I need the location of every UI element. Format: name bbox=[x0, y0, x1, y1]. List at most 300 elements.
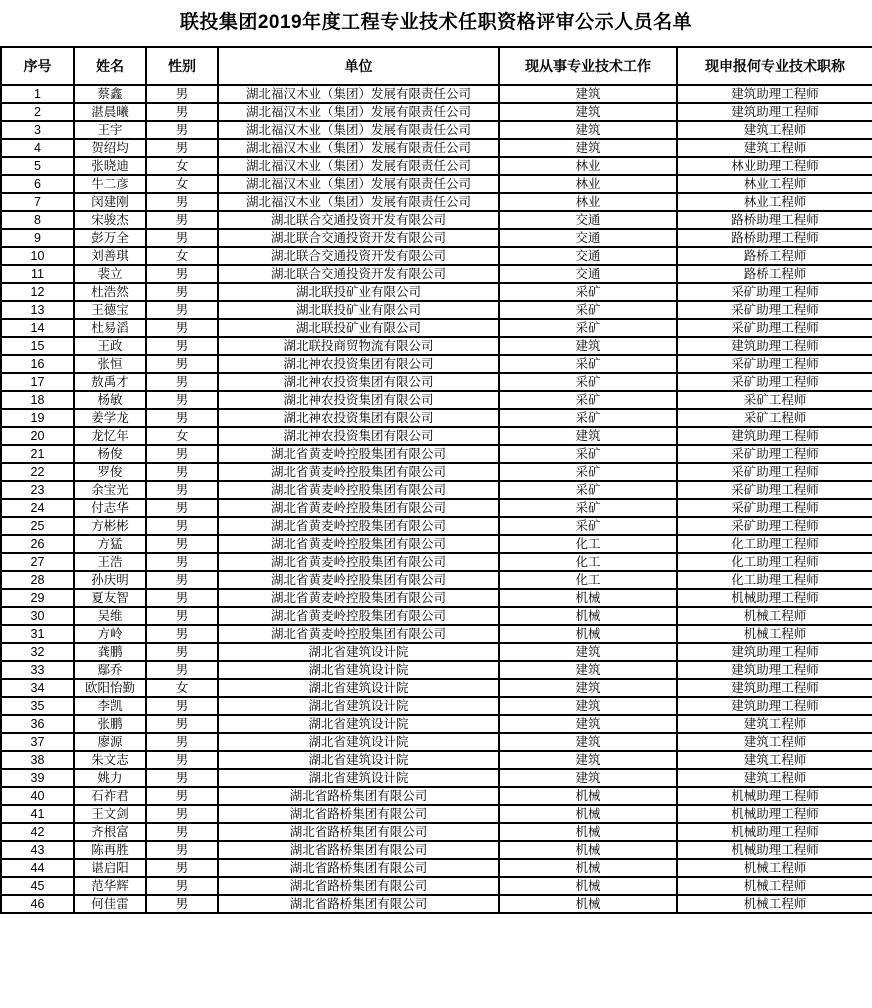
table-row bbox=[1, 247, 872, 265]
cell-gender: 男 bbox=[146, 553, 218, 571]
table-row bbox=[1, 193, 872, 211]
cell-gender: 男 bbox=[146, 229, 218, 247]
cell-applied-title: 采矿助理工程师 bbox=[677, 319, 872, 337]
cell-unit: 湖北省黄麦岭控股集团有限公司 bbox=[218, 499, 499, 517]
cell-unit: 湖北联合交通投资开发有限公司 bbox=[218, 211, 499, 229]
cell-index: 17 bbox=[1, 373, 74, 391]
cell-name: 谌启阳 bbox=[74, 859, 146, 877]
cell-current-work: 化工 bbox=[499, 553, 677, 571]
cell-name: 张鹏 bbox=[74, 715, 146, 733]
table-row bbox=[1, 103, 872, 121]
cell-current-work: 建筑 bbox=[499, 337, 677, 355]
cell-index: 11 bbox=[1, 265, 74, 283]
cell-gender: 男 bbox=[146, 769, 218, 787]
cell-unit: 湖北省黄麦岭控股集团有限公司 bbox=[218, 463, 499, 481]
table-row bbox=[1, 373, 872, 391]
cell-applied-title: 建筑助理工程师 bbox=[677, 427, 872, 445]
cell-gender: 女 bbox=[146, 427, 218, 445]
cell-gender: 男 bbox=[146, 139, 218, 157]
cell-current-work: 机械 bbox=[499, 895, 677, 913]
cell-name: 龙忆年 bbox=[74, 427, 146, 445]
cell-index: 37 bbox=[1, 733, 74, 751]
cell-index: 29 bbox=[1, 589, 74, 607]
cell-unit: 湖北省路桥集团有限公司 bbox=[218, 841, 499, 859]
cell-applied-title: 建筑助理工程师 bbox=[677, 643, 872, 661]
cell-unit: 湖北省路桥集团有限公司 bbox=[218, 823, 499, 841]
cell-index: 27 bbox=[1, 553, 74, 571]
table-row bbox=[1, 319, 872, 337]
cell-unit: 湖北神农投资集团有限公司 bbox=[218, 409, 499, 427]
cell-applied-title: 建筑工程师 bbox=[677, 751, 872, 769]
cell-index: 26 bbox=[1, 535, 74, 553]
cell-gender: 男 bbox=[146, 499, 218, 517]
cell-index: 46 bbox=[1, 895, 74, 913]
cell-current-work: 采矿 bbox=[499, 499, 677, 517]
cell-current-work: 采矿 bbox=[499, 373, 677, 391]
cell-current-work: 机械 bbox=[499, 625, 677, 643]
table-row bbox=[1, 157, 872, 175]
cell-applied-title: 采矿助理工程师 bbox=[677, 355, 872, 373]
cell-applied-title: 采矿助理工程师 bbox=[677, 301, 872, 319]
cell-index: 40 bbox=[1, 787, 74, 805]
cell-index: 9 bbox=[1, 229, 74, 247]
cell-name: 陈再胜 bbox=[74, 841, 146, 859]
cell-gender: 男 bbox=[146, 463, 218, 481]
cell-current-work: 建筑 bbox=[499, 103, 677, 121]
cell-name: 杜易滔 bbox=[74, 319, 146, 337]
page-title: 联投集团2019年度工程专业技术任职资格评审公示人员名单 bbox=[179, 12, 693, 33]
cell-gender: 男 bbox=[146, 211, 218, 229]
cell-index: 45 bbox=[1, 877, 74, 895]
cell-index: 2 bbox=[1, 103, 74, 121]
cell-applied-title: 采矿助理工程师 bbox=[677, 283, 872, 301]
cell-name: 敖禹才 bbox=[74, 373, 146, 391]
cell-current-work: 化工 bbox=[499, 535, 677, 553]
cell-current-work: 建筑 bbox=[499, 733, 677, 751]
table-row bbox=[1, 499, 872, 517]
cell-unit: 湖北省黄麦岭控股集团有限公司 bbox=[218, 589, 499, 607]
cell-applied-title: 机械工程师 bbox=[677, 607, 872, 625]
cell-gender: 男 bbox=[146, 283, 218, 301]
cell-applied-title: 机械工程师 bbox=[677, 895, 872, 913]
cell-applied-title: 建筑工程师 bbox=[677, 769, 872, 787]
cell-index: 19 bbox=[1, 409, 74, 427]
cell-applied-title: 建筑助理工程师 bbox=[677, 679, 872, 697]
cell-applied-title: 机械助理工程师 bbox=[677, 841, 872, 859]
cell-current-work: 建筑 bbox=[499, 643, 677, 661]
cell-applied-title: 路桥工程师 bbox=[677, 247, 872, 265]
cell-current-work: 建筑 bbox=[499, 751, 677, 769]
cell-gender: 男 bbox=[146, 319, 218, 337]
cell-unit: 湖北省建筑设计院 bbox=[218, 715, 499, 733]
table-row bbox=[1, 481, 872, 499]
table-row bbox=[1, 697, 872, 715]
cell-index: 39 bbox=[1, 769, 74, 787]
cell-gender: 男 bbox=[146, 445, 218, 463]
cell-index: 24 bbox=[1, 499, 74, 517]
cell-name: 范华辉 bbox=[74, 877, 146, 895]
cell-unit: 湖北省建筑设计院 bbox=[218, 661, 499, 679]
cell-name: 齐根富 bbox=[74, 823, 146, 841]
cell-name: 罗俊 bbox=[74, 463, 146, 481]
cell-index: 33 bbox=[1, 661, 74, 679]
cell-current-work: 机械 bbox=[499, 823, 677, 841]
table-row bbox=[1, 553, 872, 571]
cell-gender: 男 bbox=[146, 715, 218, 733]
cell-unit: 湖北省黄麦岭控股集团有限公司 bbox=[218, 553, 499, 571]
cell-name: 彭万全 bbox=[74, 229, 146, 247]
cell-name: 余宝光 bbox=[74, 481, 146, 499]
cell-name: 欧阳怡勤 bbox=[74, 679, 146, 697]
cell-index: 16 bbox=[1, 355, 74, 373]
cell-name: 孙庆明 bbox=[74, 571, 146, 589]
cell-index: 4 bbox=[1, 139, 74, 157]
cell-gender: 男 bbox=[146, 697, 218, 715]
table-row bbox=[1, 265, 872, 283]
column-header-cell-gender: 性别 bbox=[146, 47, 218, 85]
cell-gender: 男 bbox=[146, 373, 218, 391]
cell-name: 张晓迪 bbox=[74, 157, 146, 175]
cell-current-work: 交通 bbox=[499, 229, 677, 247]
cell-index: 38 bbox=[1, 751, 74, 769]
table-row bbox=[1, 769, 872, 787]
cell-gender: 男 bbox=[146, 571, 218, 589]
cell-current-work: 采矿 bbox=[499, 283, 677, 301]
cell-gender: 男 bbox=[146, 643, 218, 661]
cell-name: 吴维 bbox=[74, 607, 146, 625]
table-row bbox=[1, 175, 872, 193]
cell-name: 贺绍均 bbox=[74, 139, 146, 157]
table-row bbox=[1, 283, 872, 301]
table-row bbox=[1, 877, 872, 895]
cell-current-work: 建筑 bbox=[499, 715, 677, 733]
cell-gender: 男 bbox=[146, 661, 218, 679]
cell-gender: 男 bbox=[146, 841, 218, 859]
column-header-cell-unit: 单位 bbox=[218, 47, 499, 85]
cell-current-work: 建筑 bbox=[499, 679, 677, 697]
table-row bbox=[1, 787, 872, 805]
cell-name: 张恒 bbox=[74, 355, 146, 373]
cell-applied-title: 建筑工程师 bbox=[677, 733, 872, 751]
cell-current-work: 采矿 bbox=[499, 481, 677, 499]
cell-index: 1 bbox=[1, 85, 74, 103]
cell-name: 付志华 bbox=[74, 499, 146, 517]
cell-applied-title: 采矿助理工程师 bbox=[677, 517, 872, 535]
cell-index: 30 bbox=[1, 607, 74, 625]
cell-current-work: 采矿 bbox=[499, 517, 677, 535]
cell-gender: 男 bbox=[146, 823, 218, 841]
cell-unit: 湖北省黄麦岭控股集团有限公司 bbox=[218, 445, 499, 463]
cell-gender: 男 bbox=[146, 589, 218, 607]
cell-applied-title: 采矿工程师 bbox=[677, 409, 872, 427]
cell-name: 何佳雷 bbox=[74, 895, 146, 913]
cell-gender: 男 bbox=[146, 85, 218, 103]
cell-applied-title: 建筑工程师 bbox=[677, 121, 872, 139]
cell-name: 杨敏 bbox=[74, 391, 146, 409]
cell-unit: 湖北神农投资集团有限公司 bbox=[218, 391, 499, 409]
cell-current-work: 机械 bbox=[499, 877, 677, 895]
cell-current-work: 机械 bbox=[499, 859, 677, 877]
table-row bbox=[1, 625, 872, 643]
table-row bbox=[1, 589, 872, 607]
cell-unit: 湖北省建筑设计院 bbox=[218, 679, 499, 697]
table-row bbox=[1, 427, 872, 445]
cell-name: 朱文志 bbox=[74, 751, 146, 769]
cell-current-work: 建筑 bbox=[499, 139, 677, 157]
cell-applied-title: 采矿助理工程师 bbox=[677, 463, 872, 481]
cell-unit: 湖北联投矿业有限公司 bbox=[218, 319, 499, 337]
cell-index: 7 bbox=[1, 193, 74, 211]
cell-applied-title: 路桥助理工程师 bbox=[677, 229, 872, 247]
cell-applied-title: 采矿工程师 bbox=[677, 391, 872, 409]
cell-gender: 男 bbox=[146, 193, 218, 211]
cell-index: 35 bbox=[1, 697, 74, 715]
cell-current-work: 化工 bbox=[499, 571, 677, 589]
cell-index: 20 bbox=[1, 427, 74, 445]
cell-index: 22 bbox=[1, 463, 74, 481]
table-row bbox=[1, 445, 872, 463]
table-row bbox=[1, 409, 872, 427]
cell-applied-title: 路桥助理工程师 bbox=[677, 211, 872, 229]
cell-unit: 湖北省建筑设计院 bbox=[218, 643, 499, 661]
cell-current-work: 采矿 bbox=[499, 391, 677, 409]
cell-gender: 女 bbox=[146, 157, 218, 175]
cell-current-work: 采矿 bbox=[499, 301, 677, 319]
cell-gender: 男 bbox=[146, 481, 218, 499]
cell-index: 8 bbox=[1, 211, 74, 229]
cell-name: 石祚君 bbox=[74, 787, 146, 805]
cell-current-work: 采矿 bbox=[499, 355, 677, 373]
cell-index: 10 bbox=[1, 247, 74, 265]
column-header-cell-name: 姓名 bbox=[74, 47, 146, 85]
cell-index: 36 bbox=[1, 715, 74, 733]
cell-index: 25 bbox=[1, 517, 74, 535]
cell-unit: 湖北省建筑设计院 bbox=[218, 751, 499, 769]
cell-index: 21 bbox=[1, 445, 74, 463]
cell-unit: 湖北省路桥集团有限公司 bbox=[218, 859, 499, 877]
cell-name: 鄢乔 bbox=[74, 661, 146, 679]
cell-applied-title: 林业助理工程师 bbox=[677, 157, 872, 175]
cell-gender: 男 bbox=[146, 787, 218, 805]
cell-name: 夏友智 bbox=[74, 589, 146, 607]
table-row bbox=[1, 301, 872, 319]
cell-index: 18 bbox=[1, 391, 74, 409]
cell-current-work: 机械 bbox=[499, 841, 677, 859]
cell-gender: 男 bbox=[146, 751, 218, 769]
cell-unit: 湖北联投矿业有限公司 bbox=[218, 283, 499, 301]
cell-name: 王政 bbox=[74, 337, 146, 355]
cell-unit: 湖北省建筑设计院 bbox=[218, 733, 499, 751]
cell-applied-title: 林业工程师 bbox=[677, 193, 872, 211]
cell-current-work: 采矿 bbox=[499, 409, 677, 427]
table-row bbox=[1, 841, 872, 859]
cell-current-work: 交通 bbox=[499, 247, 677, 265]
cell-applied-title: 林业工程师 bbox=[677, 175, 872, 193]
cell-unit: 湖北联合交通投资开发有限公司 bbox=[218, 247, 499, 265]
cell-name: 闵建刚 bbox=[74, 193, 146, 211]
cell-applied-title: 路桥工程师 bbox=[677, 265, 872, 283]
column-header-cell-current-work: 现从事专业技术工作 bbox=[499, 47, 677, 85]
cell-current-work: 建筑 bbox=[499, 121, 677, 139]
cell-gender: 男 bbox=[146, 301, 218, 319]
cell-gender: 男 bbox=[146, 607, 218, 625]
cell-unit: 湖北神农投资集团有限公司 bbox=[218, 355, 499, 373]
cell-current-work: 建筑 bbox=[499, 697, 677, 715]
cell-applied-title: 建筑工程师 bbox=[677, 139, 872, 157]
cell-name: 宋骏杰 bbox=[74, 211, 146, 229]
cell-name: 李凯 bbox=[74, 697, 146, 715]
cell-current-work: 机械 bbox=[499, 589, 677, 607]
cell-applied-title: 建筑助理工程师 bbox=[677, 103, 872, 121]
cell-unit: 湖北福汉木业（集团）发展有限责任公司 bbox=[218, 139, 499, 157]
cell-applied-title: 机械工程师 bbox=[677, 859, 872, 877]
cell-gender: 男 bbox=[146, 805, 218, 823]
cell-gender: 男 bbox=[146, 391, 218, 409]
table-row bbox=[1, 607, 872, 625]
table-row bbox=[1, 805, 872, 823]
cell-unit: 湖北福汉木业（集团）发展有限责任公司 bbox=[218, 175, 499, 193]
cell-applied-title: 机械助理工程师 bbox=[677, 823, 872, 841]
table-row bbox=[1, 643, 872, 661]
cell-name: 王浩 bbox=[74, 553, 146, 571]
cell-current-work: 采矿 bbox=[499, 463, 677, 481]
cell-name: 牛二彦 bbox=[74, 175, 146, 193]
cell-name: 杜浩然 bbox=[74, 283, 146, 301]
cell-current-work: 采矿 bbox=[499, 445, 677, 463]
cell-current-work: 林业 bbox=[499, 175, 677, 193]
cell-name: 王宇 bbox=[74, 121, 146, 139]
cell-applied-title: 机械工程师 bbox=[677, 625, 872, 643]
table-row bbox=[1, 85, 872, 103]
cell-applied-title: 采矿助理工程师 bbox=[677, 373, 872, 391]
cell-unit: 湖北福汉木业（集团）发展有限责任公司 bbox=[218, 121, 499, 139]
cell-gender: 男 bbox=[146, 535, 218, 553]
cell-index: 6 bbox=[1, 175, 74, 193]
cell-index: 44 bbox=[1, 859, 74, 877]
cell-gender: 女 bbox=[146, 679, 218, 697]
cell-current-work: 交通 bbox=[499, 265, 677, 283]
cell-unit: 湖北省路桥集团有限公司 bbox=[218, 877, 499, 895]
table-row bbox=[1, 391, 872, 409]
cell-name: 龚鹏 bbox=[74, 643, 146, 661]
cell-index: 28 bbox=[1, 571, 74, 589]
personnel-table bbox=[0, 46, 872, 914]
cell-index: 41 bbox=[1, 805, 74, 823]
cell-name: 廖源 bbox=[74, 733, 146, 751]
cell-unit: 湖北省路桥集团有限公司 bbox=[218, 895, 499, 913]
cell-current-work: 机械 bbox=[499, 787, 677, 805]
cell-applied-title: 化工助理工程师 bbox=[677, 535, 872, 553]
cell-gender: 男 bbox=[146, 625, 218, 643]
cell-index: 31 bbox=[1, 625, 74, 643]
cell-gender: 男 bbox=[146, 337, 218, 355]
cell-gender: 女 bbox=[146, 175, 218, 193]
table-row bbox=[1, 139, 872, 157]
cell-name: 刘善琪 bbox=[74, 247, 146, 265]
table-row bbox=[1, 355, 872, 373]
cell-unit: 湖北神农投资集团有限公司 bbox=[218, 373, 499, 391]
table-row bbox=[1, 229, 872, 247]
cell-index: 3 bbox=[1, 121, 74, 139]
cell-gender: 男 bbox=[146, 733, 218, 751]
cell-name: 方猛 bbox=[74, 535, 146, 553]
table-row bbox=[1, 679, 872, 697]
cell-name: 姚力 bbox=[74, 769, 146, 787]
table-row bbox=[1, 859, 872, 877]
cell-index: 42 bbox=[1, 823, 74, 841]
cell-index: 32 bbox=[1, 643, 74, 661]
cell-gender: 男 bbox=[146, 517, 218, 535]
cell-unit: 湖北省黄麦岭控股集团有限公司 bbox=[218, 517, 499, 535]
cell-current-work: 林业 bbox=[499, 193, 677, 211]
cell-applied-title: 机械助理工程师 bbox=[677, 805, 872, 823]
cell-unit: 湖北省黄麦岭控股集团有限公司 bbox=[218, 571, 499, 589]
cell-unit: 湖北福汉木业（集团）发展有限责任公司 bbox=[218, 157, 499, 175]
cell-current-work: 采矿 bbox=[499, 319, 677, 337]
cell-unit: 湖北联合交通投资开发有限公司 bbox=[218, 265, 499, 283]
cell-name: 湛晨曦 bbox=[74, 103, 146, 121]
cell-index: 14 bbox=[1, 319, 74, 337]
cell-index: 15 bbox=[1, 337, 74, 355]
cell-gender: 男 bbox=[146, 895, 218, 913]
cell-applied-title: 机械助理工程师 bbox=[677, 787, 872, 805]
table-row bbox=[1, 733, 872, 751]
cell-applied-title: 建筑助理工程师 bbox=[677, 697, 872, 715]
cell-unit: 湖北省建筑设计院 bbox=[218, 697, 499, 715]
cell-name: 姜学龙 bbox=[74, 409, 146, 427]
cell-name: 蔡鑫 bbox=[74, 85, 146, 103]
cell-current-work: 交通 bbox=[499, 211, 677, 229]
cell-unit: 湖北福汉木业（集团）发展有限责任公司 bbox=[218, 103, 499, 121]
cell-current-work: 建筑 bbox=[499, 427, 677, 445]
cell-unit: 湖北省路桥集团有限公司 bbox=[218, 805, 499, 823]
cell-current-work: 建筑 bbox=[499, 85, 677, 103]
cell-applied-title: 机械助理工程师 bbox=[677, 589, 872, 607]
cell-applied-title: 化工助理工程师 bbox=[677, 553, 872, 571]
cell-index: 12 bbox=[1, 283, 74, 301]
cell-applied-title: 建筑助理工程师 bbox=[677, 661, 872, 679]
cell-unit: 湖北联投矿业有限公司 bbox=[218, 301, 499, 319]
cell-current-work: 机械 bbox=[499, 805, 677, 823]
cell-current-work: 建筑 bbox=[499, 661, 677, 679]
table-row bbox=[1, 715, 872, 733]
cell-current-work: 机械 bbox=[499, 607, 677, 625]
table-row bbox=[1, 337, 872, 355]
cell-unit: 湖北省黄麦岭控股集团有限公司 bbox=[218, 535, 499, 553]
table-row bbox=[1, 823, 872, 841]
cell-gender: 男 bbox=[146, 121, 218, 139]
cell-index: 13 bbox=[1, 301, 74, 319]
table-header-row bbox=[1, 47, 872, 85]
cell-applied-title: 机械工程师 bbox=[677, 877, 872, 895]
table-row bbox=[1, 661, 872, 679]
cell-gender: 男 bbox=[146, 355, 218, 373]
cell-unit: 湖北神农投资集团有限公司 bbox=[218, 427, 499, 445]
cell-current-work: 林业 bbox=[499, 157, 677, 175]
cell-applied-title: 建筑助理工程师 bbox=[677, 337, 872, 355]
cell-applied-title: 采矿助理工程师 bbox=[677, 499, 872, 517]
cell-applied-title: 采矿助理工程师 bbox=[677, 445, 872, 463]
table-body bbox=[1, 85, 872, 913]
table-row bbox=[1, 463, 872, 481]
cell-name: 方岭 bbox=[74, 625, 146, 643]
cell-name: 杨俊 bbox=[74, 445, 146, 463]
cell-index: 23 bbox=[1, 481, 74, 499]
cell-unit: 湖北省建筑设计院 bbox=[218, 769, 499, 787]
cell-index: 5 bbox=[1, 157, 74, 175]
table-row bbox=[1, 535, 872, 553]
cell-gender: 男 bbox=[146, 103, 218, 121]
